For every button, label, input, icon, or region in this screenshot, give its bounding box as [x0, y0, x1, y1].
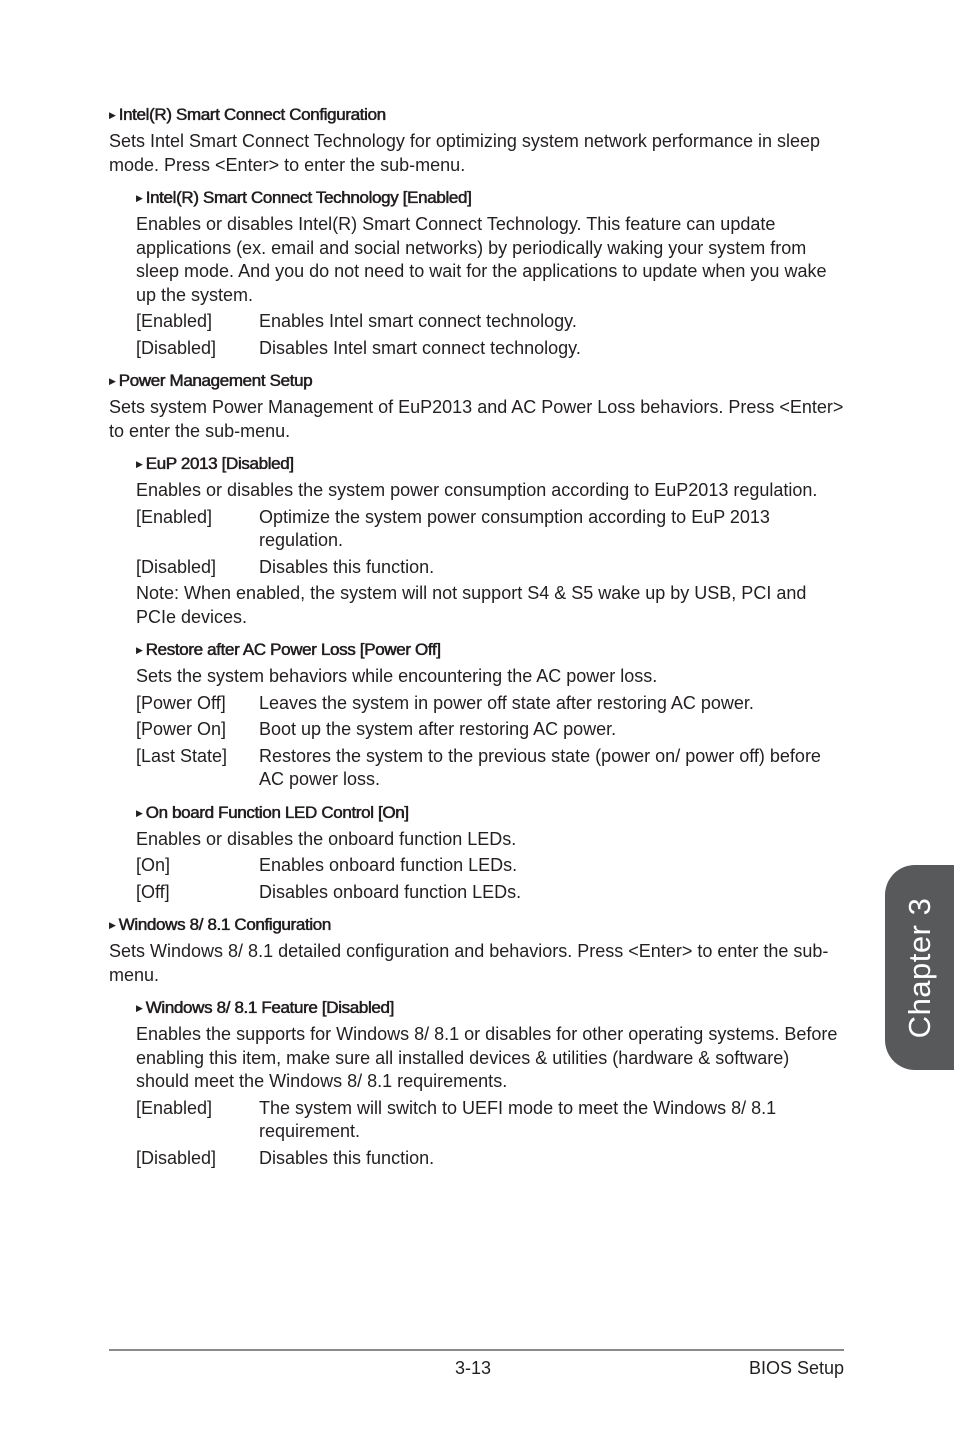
option-value: Boot up the system after restoring AC power.: [259, 719, 617, 739]
sub-item: [136, 639, 844, 792]
option-value: Enables onboard function LEDs.: [259, 855, 518, 875]
section-smart-connect: [109, 104, 844, 360]
section-power-management: [109, 370, 844, 904]
sub-item: [136, 187, 844, 360]
manual-content: [109, 104, 844, 1170]
triangle-right-icon: ▶: [136, 459, 143, 469]
sub-item: [136, 802, 844, 905]
item-description: Enables the supports for Windows 8/ 8.1 or disables for other operating systems. Before enabling this item, make sure all installed devices & utilities (hardware & software) should meet the Windows 8/ 8.1 requirements.: [136, 1024, 838, 1091]
option-value: Disables onboard function LEDs.: [259, 881, 522, 902]
option-row: [136, 310, 844, 334]
item-note: Note: When enabled, the system will not support S4 & S5 wake up by USB, PCI and PCIe devices.: [136, 583, 807, 627]
section-description: Sets system Power Management of EuP2013 and AC Power Loss behaviors. Press <Enter> to enter the sub-menu.: [109, 397, 844, 441]
option-value: The system will switch to UEFI mode to meet the Windows 8/ 8.1 requirement.: [259, 1097, 777, 1141]
option-key: [Enabled]: [136, 311, 213, 331]
footer-divider: [109, 1349, 844, 1351]
option-key: [On]: [136, 855, 171, 875]
option-row: [136, 506, 844, 553]
option-key: [Disabled]: [136, 337, 217, 358]
option-key: [Enabled]: [136, 506, 213, 527]
option-key: [Power On]: [136, 719, 227, 739]
option-row: [136, 718, 844, 742]
option-key: [Disabled]: [136, 556, 217, 577]
option-key: [Disabled]: [136, 1147, 217, 1168]
option-key: [Power Off]: [136, 692, 226, 713]
option-row: [136, 556, 844, 580]
sub-item: [136, 997, 844, 1170]
item-heading: ▶ On board Function LED Control [On]: [136, 802, 409, 822]
section-heading: ▶ Power Management Setup: [109, 371, 313, 390]
item-description: Sets the system behaviors while encountering the AC power loss.: [136, 666, 658, 686]
section-description: Sets Windows 8/ 8.1 detailed configuration and behaviors. Press <Enter> to enter the sub-menu.: [109, 941, 829, 985]
triangle-right-icon: ▶: [109, 920, 116, 930]
triangle-right-icon: ▶: [136, 1003, 143, 1013]
item-description: Enables or disables the system power consumption according to EuP2013 regulation.: [136, 480, 818, 500]
section-description: Sets Intel Smart Connect Technology for optimizing system network performance in sleep mode. Press <Enter> to enter the sub-menu.: [109, 131, 820, 175]
option-value: Disables Intel smart connect technology.: [259, 337, 581, 358]
item-heading: ▶ EuP 2013 [Disabled]: [136, 454, 294, 473]
triangle-right-icon: ▶: [109, 110, 116, 120]
option-row: [136, 1097, 844, 1144]
footer-title: BIOS Setup: [748, 1358, 844, 1378]
option-row: [136, 1147, 844, 1171]
section-windows-configuration: [109, 914, 844, 1170]
option-row: [136, 745, 844, 792]
option-row: [136, 692, 844, 716]
section-heading: ▶ Windows 8/ 8.1 Configuration: [109, 915, 331, 934]
chapter-tab: [885, 865, 954, 1070]
option-row: [136, 854, 844, 878]
option-value: Restores the system to the previous state (power on/ power off) before AC power loss.: [259, 745, 821, 789]
item-heading: ▶ Intel(R) Smart Connect Technology [Enabled]: [136, 188, 472, 207]
item-heading: ▶ Windows 8/ 8.1 Feature [Disabled]: [136, 998, 394, 1017]
sub-item: [136, 453, 844, 629]
option-value: Disables this function.: [259, 556, 435, 577]
triangle-right-icon: ▶: [136, 193, 143, 203]
option-value: Disables this function.: [259, 1147, 435, 1168]
triangle-right-icon: ▶: [109, 376, 116, 386]
option-key: [Last State]: [136, 745, 228, 766]
item-description: Enables or disables the onboard function LEDs.: [136, 828, 517, 849]
item-description: Enables or disables Intel(R) Smart Connect Technology. This feature can update applications (ex. email and social networks) by periodically waking your system from sleep mode. And you do not need to wait for the applications to update when you wake up the system.: [136, 214, 827, 305]
item-heading: ▶ Restore after AC Power Loss [Power Off]: [136, 640, 441, 659]
option-row: [136, 881, 844, 905]
page-number: 3-13: [455, 1358, 492, 1378]
option-key: [Enabled]: [136, 1097, 213, 1118]
option-key: [Off]: [136, 881, 170, 902]
triangle-right-icon: ▶: [136, 807, 143, 818]
option-value: Optimize the system power consumption according to EuP 2013 regulation.: [259, 506, 770, 550]
triangle-right-icon: ▶: [136, 645, 143, 655]
option-row: [136, 337, 844, 361]
section-heading: ▶ Intel(R) Smart Connect Configuration: [109, 105, 386, 124]
option-value: Leaves the system in power off state after restoring AC power.: [259, 692, 754, 713]
option-value: Enables Intel smart connect technology.: [259, 311, 577, 331]
chapter-tab-label: Chapter 3: [901, 897, 937, 1038]
